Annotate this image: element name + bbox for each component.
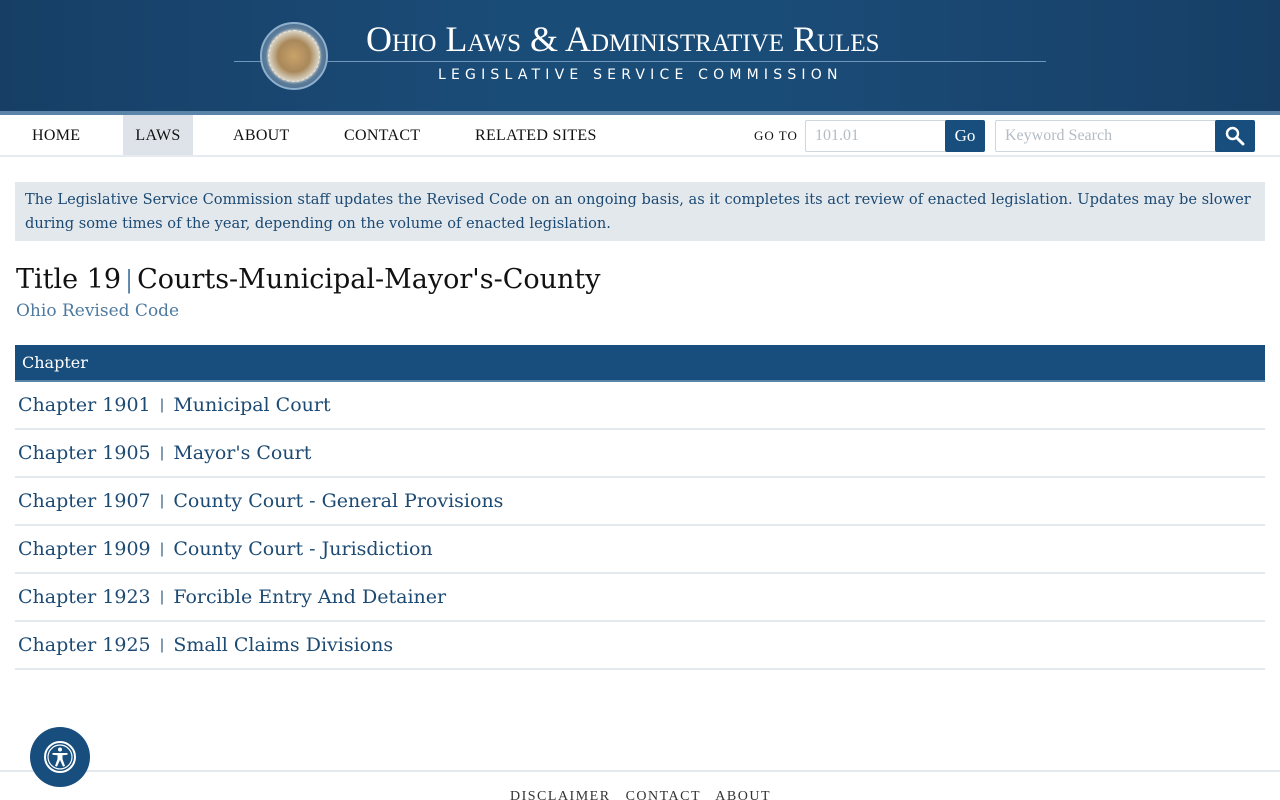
table-row[interactable] (15, 622, 1265, 670)
goto-section-input[interactable] (805, 120, 947, 152)
site-banner (0, 0, 1280, 115)
row-separator: | (159, 589, 165, 605)
ohio-seal-icon[interactable] (260, 22, 328, 90)
chapter-number-link[interactable]: Chapter 1925 (18, 634, 151, 656)
update-notice: The Legislative Service Commission staff updates the Revised Code on an ongoing basis, as it completes its act review of enacted legislation. Updates may be slower during some times of the year, depending on the volume of enacted legislation. (15, 182, 1265, 241)
chapter-number-link[interactable]: Chapter 1923 (18, 586, 151, 608)
keyword-search-input[interactable] (995, 120, 1217, 152)
chapter-number-link[interactable]: Chapter 1907 (18, 490, 151, 512)
chapter-name-link[interactable]: Municipal Court (173, 394, 331, 416)
page-title (16, 264, 601, 295)
footer-contact-link[interactable]: CONTACT (625, 789, 702, 800)
row-separator: | (159, 541, 165, 557)
chapter-name-link[interactable]: Mayor's Court (173, 442, 312, 464)
nav-home[interactable]: HOME (32, 127, 81, 144)
chapter-number-link[interactable]: Chapter 1905 (18, 442, 151, 464)
chapter-name-link[interactable]: County Court - Jurisdiction (173, 538, 433, 560)
row-separator: | (159, 637, 165, 653)
search-button[interactable] (1215, 120, 1255, 152)
accessibility-icon (43, 740, 77, 774)
nav-related-sites[interactable]: RELATED SITES (475, 127, 597, 144)
footer-divider (0, 770, 1280, 772)
row-separator: | (159, 397, 165, 413)
table-header-chapter: Chapter (15, 345, 1265, 382)
chapter-name-link[interactable]: Small Claims Divisions (173, 634, 394, 656)
footer-disclaimer-link[interactable]: DISCLAIMER (510, 789, 611, 800)
title-number: Title 19 (16, 264, 122, 295)
seal-ring (268, 30, 320, 82)
table-row[interactable] (15, 526, 1265, 574)
nav-about[interactable]: ABOUT (233, 127, 290, 144)
chapter-number-link[interactable]: Chapter 1909 (18, 538, 151, 560)
row-separator: | (159, 493, 165, 509)
breadcrumb-ohio-revised-code[interactable]: Ohio Revised Code (16, 301, 180, 321)
chapter-number-link[interactable]: Chapter 1901 (18, 394, 151, 416)
table-row[interactable] (15, 382, 1265, 430)
table-row[interactable] (15, 478, 1265, 526)
main-nav (0, 115, 1280, 157)
title-name: Courts-Municipal-Mayor's-County (137, 264, 601, 295)
go-button[interactable]: Go (945, 120, 985, 152)
chapter-table (15, 345, 1265, 670)
accessibility-button[interactable] (30, 727, 90, 787)
search-icon (1225, 126, 1245, 146)
footer-about-link[interactable]: ABOUT (715, 789, 772, 800)
table-row[interactable] (15, 574, 1265, 622)
goto-label: GO TO (754, 128, 798, 143)
nav-contact[interactable]: CONTACT (344, 127, 421, 144)
site-subtitle: LEGISLATIVE SERVICE COMMISSION (438, 67, 843, 83)
table-row[interactable] (15, 430, 1265, 478)
footer-links (510, 789, 781, 800)
nav-laws[interactable]: LAWS (123, 115, 193, 155)
chapter-name-link[interactable]: County Court - General Provisions (173, 490, 504, 512)
row-separator: | (159, 445, 165, 461)
title-separator: | (125, 266, 134, 294)
chapter-name-link[interactable]: Forcible Entry And Detainer (173, 586, 447, 608)
site-title[interactable]: Ohio Laws & Administrative Rules (366, 19, 880, 59)
banner-divider (234, 61, 1046, 62)
